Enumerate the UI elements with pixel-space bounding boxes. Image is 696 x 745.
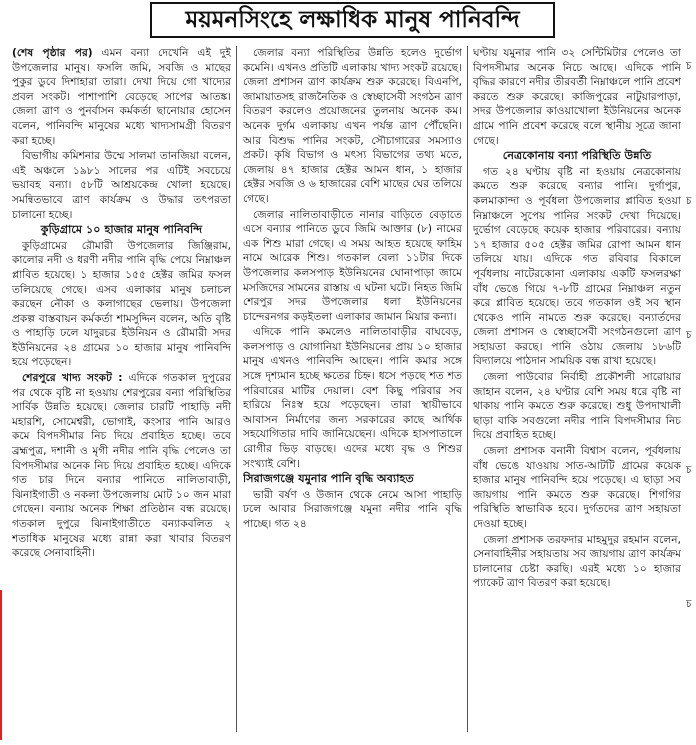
margin-red-line <box>0 590 2 740</box>
edge-fragment: চ <box>686 599 692 611</box>
column-divider-1 <box>236 46 237 732</box>
col3-paragraph-5: জেলা প্রশাসক তরফদার মাহমুদুর রহমান বলেন, সেনাবাহিনীর সহায়তায় সব জায়গায় ত্রাণ কার্যক্রম চালানোর চেষ্টা করছি। এরই মধ্যে ১০ হাজার প্যাকেট ত্রাণ বিতরণ করা হয়েছে। <box>473 533 681 590</box>
col3-paragraph-3: জেলা পাউবোর নির্বাহী প্রকৌশলী সারোয়ার জাহান বলেন, ২৪ ঘণ্টার বেশি সময় ধরে বৃষ্টি না থাকায় পানি কমতে শুরু করেছে। শুধু উপদাখালী ছাড়া বাকি সবগুলো নদীর পানি বিপদসীমার নিচ দিয়ে প্রবাহিত হচ্ছে। <box>473 371 681 442</box>
col2-paragraph-1: জেলার বন্যা পরিস্থিতির উন্নতি হলেও দুর্ভোগ কমেনি। এখনও প্রতিটি এলাকায় খাদ্য সংকট রয়েছে। জেলা প্রশাসন ত্রাণ কার্যক্রম শুরু করেছে। বিএনপি, জামায়াতসহ রাজনৈতিক ও স্বেচ্ছাসেবী সংগঠন ত্রাণ বিতরণ করলেও প্রয়োজনের তুলনায় অনেক কম। অনেক দুর্গম এলাকায় এখন পর্যন্ত ত্রাণ পৌঁছেনি। আর বিশুদ্ধ পানির সংকট, সৌচাগারের সমস্যাও প্রকট। কৃষি বিভাগ ও মৎস্য বিভাগের তথ্য মতে, জেলায় ৪৭ হাজার হেক্টর আমন ধান, ১ হাজার হেক্টর সবজি ও ৬ হাজারের বেশি মাছের ঘের তলিয়ে গেছে। <box>243 47 462 205</box>
subheading-sherpur: শেরপুরে খাদ্য সংকট : <box>22 372 123 385</box>
col2-paragraph-3: এদিকে পানি কমলেও নালিতাবাড়ীর বাঘবেড়, কলসপাড় ও যোগানিয়া ইউনিয়নের প্রায় ১০ হাজার মানুষ এখনও পানিবন্দি আছেন। পানি কমার সঙ্গে সঙ্গে দৃশ্যমান হচ্ছে ক্ষতের চিহ্ন। ধসে পড়ছে শত শত পরিবারের মাটির দেয়াল। বেশ কিছু পরিবার সব হারিয়ে নিঃস্ব হয়ে পড়েছেন। তারা স্থায়ীভাবে আবাসন নির্মাণের জন্য সরকারের কাছে আর্থিক সহযোগিতার দাবি জানিয়েছেন। এদিকে হাসপাতালে রোগীর ভিড় বাড়ছে। এদের মধ্যে বৃদ্ধ ও শিশুর সংখ্যাই বেশি। <box>243 326 462 470</box>
col3-paragraph-1: ঘণ্টায় যমুনার পানি ৩২ সেন্টিমিটার পেলেও তা বিপদসীমার অনেক নিচে আছে। এদিকে পানি বৃদ্ধির কারণে নদীর তীরবর্তী নিম্নাঞ্চলে পানি প্রবেশ করতে শুরু করেছে। কাজিপুরের নাটুয়ারপাড়া, সদর উপজেলার কাওয়াখোলা ইউনিয়নের অনেক গ্রামে পানি প্রবেশ করেছে বলে স্থানীয় সূত্রে জানা গেছে। <box>473 47 681 147</box>
article-column-2 <box>243 46 462 732</box>
col1-paragraph-3: কুড়িগ্রামের রৌমারী উপজেলার জিঞ্জিরাম, কালোর নদী ও ধরণী নদীর পানি বৃদ্ধি পেয়ে নিম্নাঞ্চল প্লাবিত হয়েছে। ১ হাজার ১৫৫ হেক্টর জমির ফসল তলিয়েছে গেছে। এসব এলাকার মানুষ চলাচল করছেন নৌকা ও কলাগাছের ভেলায়। উপজেলা প্রকল্প বাস্তবায়ন কর্মকর্তা শামসুদ্দিন বলেন, অতি বৃষ্টি ও পাহাড়ি ঢলে যাদুরচর ইউনিয়ন ও রৌমারী সদর ইউনিয়নের ২৪ গ্রামের ১০ হাজার মানুষ পানিবন্দি হয়ে পড়েছেন। <box>12 239 231 369</box>
col1-p4-text: এদিকে গতকাল দুপুরের পর থেকে বৃষ্টি না হওয়ায় শেরপুরের বন্যা পরিস্থিতির সার্বিক উন্নতি হয়েছে। জেলার চারটি পাহাড়ি নদী মহারশি, সোমেশ্বরী, ভোগাই, কংসার পানি আরও কমে বিপদসীমার নিচ দিয়ে প্রবাহিত হচ্ছে। তবে ব্রহ্মপুত্র, দশানী ও মৃগী নদীর পানি বৃদ্ধি পেলেও তা বিপদসীমার অনেক নিচ দিয়ে প্রবাহিত হচ্ছে। এদিকে গত চার দিনে বন্যার পানিতে নালিতাবাড়ী, ঝিনাইগাতী ও নকলা উপজেলায় মোট ১০ জন মারা গেছেন। বন্যায় অনেক শিক্ষা প্রতিষ্ঠান বন্ধ রয়েছে। গতকাল দুপুরে ঝিনাইগাতীতে বন্যাকবলিত ২ শতাধিক মানুষের মধ্যে রান্না করা খাবার বিতরণ করেছে সেনাবাহিনী। <box>12 372 231 560</box>
edge-fragment: চ <box>686 330 692 342</box>
column-divider-2 <box>467 46 468 732</box>
headline: ময়মনসিংহে লক্ষাধিক মানুষ পানিবন্দি <box>185 5 520 33</box>
col3-paragraph-2: গত ২৪ ঘণ্টায় বৃষ্টি না হওয়ায় নেত্রকোনায় কমতে শুরু করেছে বন্যার পানি। দুর্গাপুর, কলমাকান্দা ও পূর্বধলা উপজেলার প্লাবিত হওয়া নিম্নাঞ্চলে সুপেয় পানির সংকট দেখা দিয়েছে। দুর্ভোগ বেড়েছে কয়েক হাজার পরিবারের। বন্যায় ১৭ হাজার ৫০৫ হেক্টর জমির রোপা আমন ধান তলিয়ে যায়। এদিকে গত রবিবার বিকালে পূর্বধলায় নাটেরকোনা এলাকায় একটি ফসলরক্ষা বাঁধ ভেঙে গিয়ে ৭-৮টি গ্রামের নিম্নাঞ্চল নতুন করে প্লাবিত হয়েছে। তবে গতকাল ওই সব স্থান থেকেও পানি নামতে শুরু করেছে। বন্যার্তদের জেলা প্রশাসন ও স্বেচ্ছাসেবী সংগঠনগুলো ত্রাণ সহায়তা করছে। পানি ওঠায় জেলায় ১৮৬টি বিদ্যালয়ে পাঠদান সাময়িক বন্ধ রাখা হয়েছে। <box>473 165 681 368</box>
col2-paragraph-2: জেলার নালিতাবাড়ীতে নানার বাড়িতে বেড়াতে এসে বন্যার পানিতে ডুবে জিমি আক্তার (৮) নামের এক শিশু মারা গেছে। এ সময় আহত হয়েছে ফাহিম নামে আরেক শিশু। গতকাল বেলা ১১টার দিকে উপজেলার কলসপাড় ইউনিয়নের ঘোনাপাড়া জামে মসজিদের সামনের রাস্তায় এ ঘটনা ঘটে। নিহত জিমি শেরপুর সদর উপজেলার ধলা ইউনিয়নের চান্দেরনগর কড়ইতলা এলাকার জামান মিয়ার কন্যা। <box>243 208 462 323</box>
col1-paragraph-4 <box>12 371 231 561</box>
edge-fragment: চ <box>686 195 692 207</box>
article-column-3 <box>473 46 681 732</box>
subheading-sirajganj: সিরাজগঞ্জে যমুনার পানি বৃদ্ধি অব্যাহত <box>243 472 414 486</box>
subheading-netrokona: নেত্রকোনায় বন্যা পরিস্থিতি উন্নতি <box>502 149 652 163</box>
headline-box <box>150 2 555 38</box>
col3-paragraph-4: জেলা প্রশাসক বনানী বিশ্বাস বলেন, পূর্বধলায় বাঁধ ভেঙে যাওয়ায় সাত-আটটি গ্রামের কয়েক হাজার মানুষ পানিবন্দি হয়ে পড়েছে। এ ছাড়া সব জায়গায় পানি কমতে শুরু করেছে। শিগগির পরিস্থিতি স্বাভাবিক হবে। দুর্গতদের ত্রাণ সহায়তা দেওয়া হচ্ছে। <box>473 445 681 530</box>
subheading-kurigram: কুড়িগ্রামে ১০ হাজার মানুষ পানিবন্দি <box>40 223 203 237</box>
col2-paragraph-4: ভারী বর্ষণ ও উজান থেকে নেমে আসা পাহাড়ি ঢলে আবার সিরাজগঞ্জে যমুনা নদীর পানি বৃদ্ধি পাচ্ছে। গত ২৪ <box>243 488 462 530</box>
col1-paragraph-2: বিভাগীয় কমিশনার উম্মে সালমা তানজিয়া বলেন, এই অঞ্চলে ১৯৮১ সালের পর এটিই সবচেয়ে ভয়াবহ বন্যা। ৫৮টি আশ্রয়কেন্দ্র খোলা হয়েছে। সমন্বিতভাবে ত্রাণ কার্যক্রম ও উদ্ধার তৎপরতা চালানো হচ্ছে। <box>12 150 231 221</box>
headline-area <box>0 0 696 40</box>
continued-tag: (শেষ পৃষ্ঠার পর) <box>12 47 93 59</box>
edge-fragment: চ <box>686 61 692 72</box>
col1-p1-text: এমন বন্যা দেখেনি এই দুই উপজেলার মানুষ। ফসলি জমি, সবজি ও মাছের পুকুর ডুবে দিশাহারা তারা। দেখা দিয়ে গো খাদ্যের প্রবল সংকট। পাশাপাশি বেড়েছে সাপের আতঙ্ক। জেলা ত্রাণ ও পুনর্বাসন কর্মকর্তা ছানোয়ার হোসেন বলেন, পানিবন্দি মানুষের মধ্যে খাদ্যসামগ্রী বিতরণ করা হচ্ছে। <box>12 47 231 147</box>
article-column-1 <box>12 46 231 732</box>
adjacent-article-edge <box>686 0 696 745</box>
edge-fragment: চ <box>686 464 692 476</box>
col1-paragraph-1 <box>12 46 231 148</box>
